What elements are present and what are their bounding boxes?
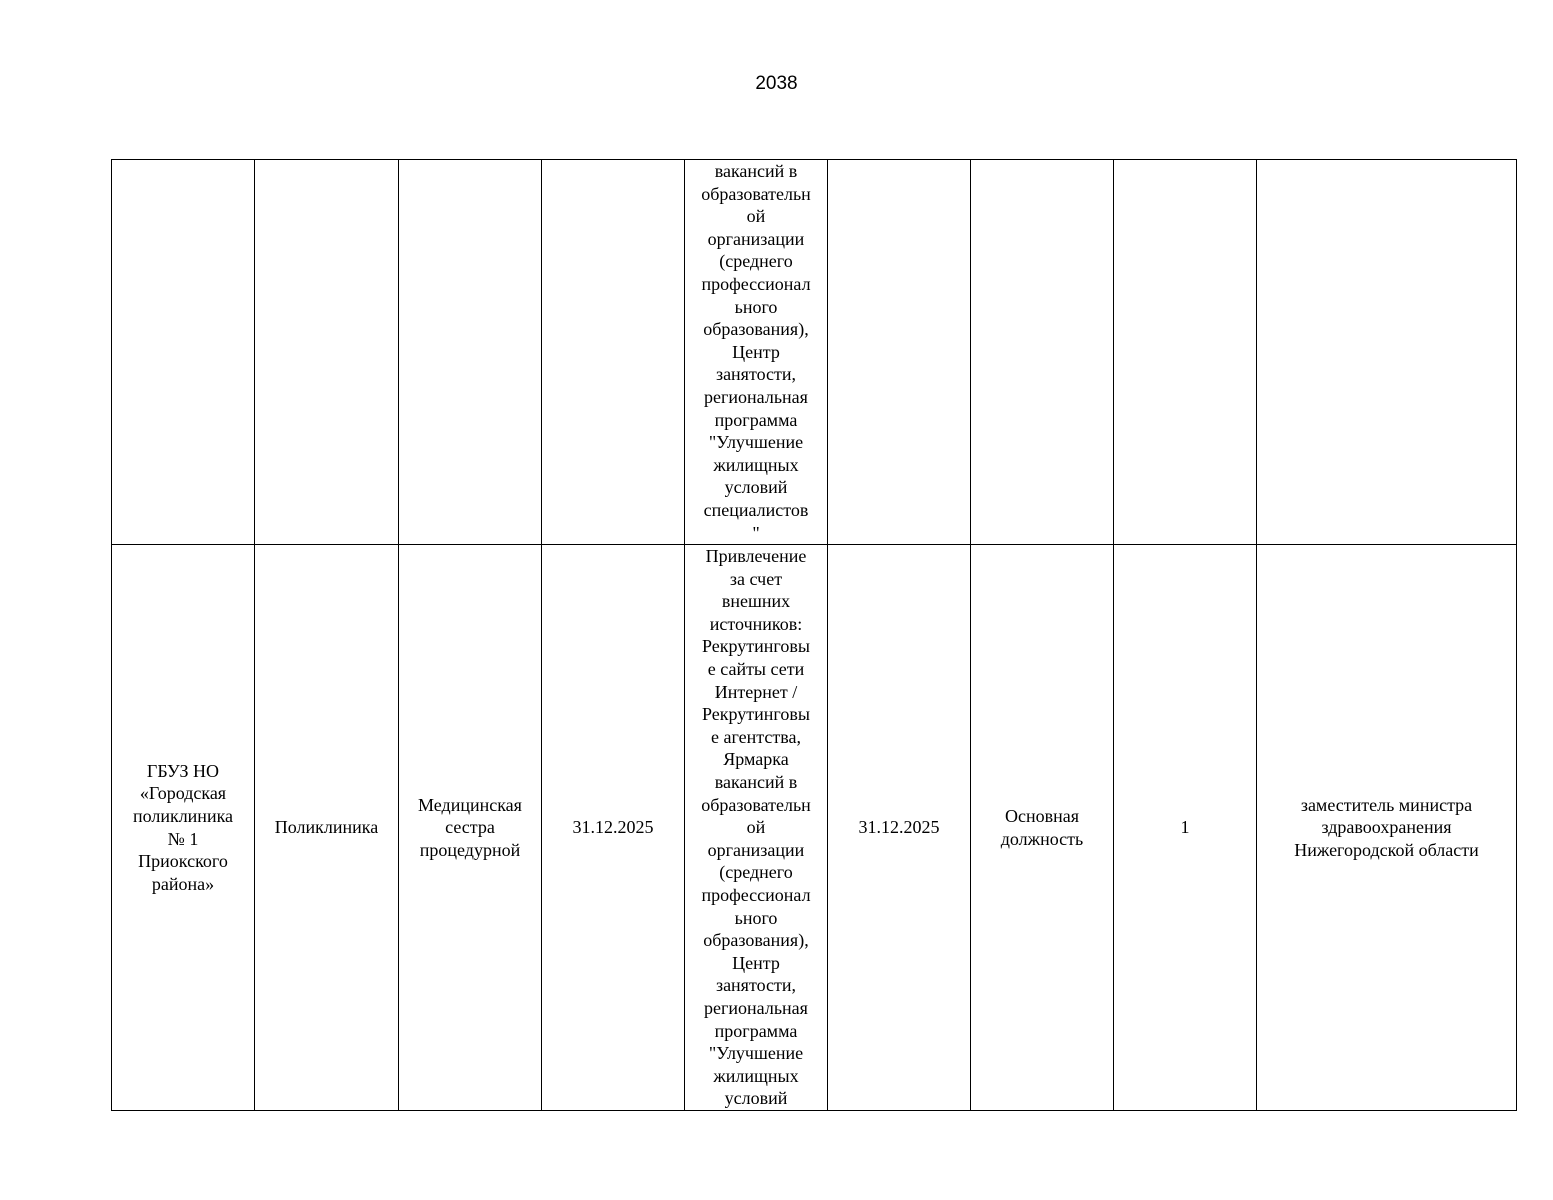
responsible-text: заместитель министра здравоохранения Нижегородской области — [1294, 794, 1479, 860]
responsible-cell — [1257, 160, 1517, 545]
table-row — [112, 160, 1517, 545]
deadline-cell — [542, 160, 685, 545]
department-cell: Поликлиника — [255, 545, 399, 1111]
completion-date-cell: 31.12.2025 — [828, 545, 971, 1111]
completion-date-cell — [828, 160, 971, 545]
deadline-cell: 31.12.2025 — [542, 545, 685, 1111]
department-cell — [255, 160, 399, 545]
page-number: 2038 — [755, 73, 798, 94]
job-type-cell — [971, 545, 1114, 1111]
recruitment-sources-cell — [685, 545, 828, 1111]
organization-cell — [112, 545, 255, 1111]
recruitment-sources-text: Привлечение за счет внешних источников: Рекрутинговы е сайты сети Интернет / Рекрутинговы е агентства, Ярмарка вакансий в образовательн ой организации (среднего профессионал ьного образования), Центр занятости, региональная программа "Улучшение жилищных условий — [701, 546, 811, 1109]
position-text: Медицинская сестра процедурной — [418, 794, 522, 860]
position-cell — [399, 545, 542, 1111]
organization-cell — [112, 160, 255, 545]
job-type-text: Основная должность — [1000, 805, 1084, 849]
job-type-cell — [971, 160, 1114, 545]
organization-text: ГБУЗ НО «Городская поликлиника № 1 Приокского района» — [132, 760, 234, 894]
count-cell — [1114, 160, 1257, 545]
position-cell — [399, 160, 542, 545]
vacancy-table — [111, 159, 1517, 1111]
table-row — [112, 545, 1517, 1111]
count-cell: 1 — [1114, 545, 1257, 1111]
recruitment-sources-cell — [685, 160, 828, 545]
recruitment-sources-text: вакансий в образовательн ой организации (среднего профессионал ьного образования), Центр занятости, региональная программа "Улучшение жилищных условий специалистов " — [701, 161, 811, 543]
responsible-cell — [1257, 545, 1517, 1111]
